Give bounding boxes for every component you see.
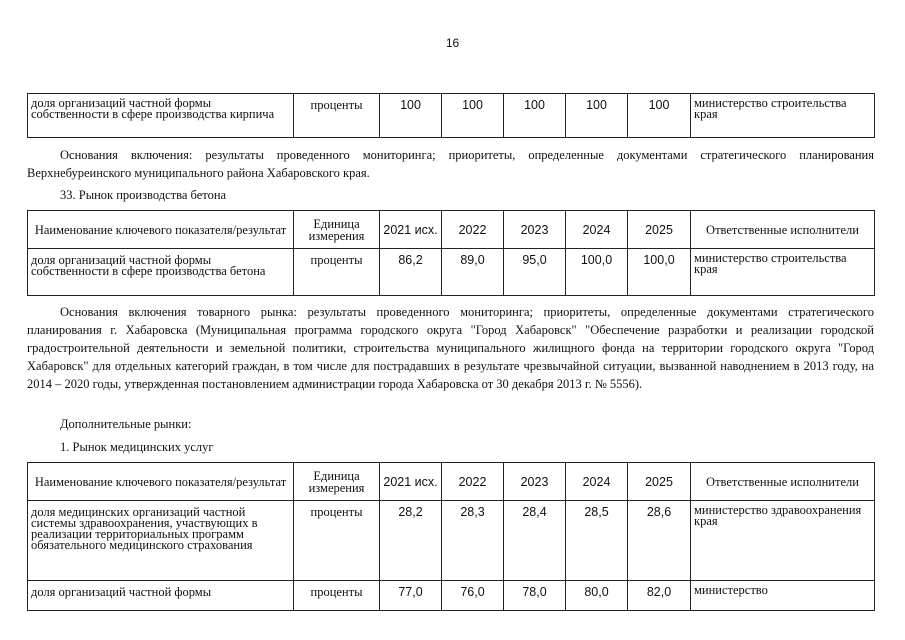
unit-cell: проценты (294, 581, 380, 611)
basis-paragraph: Основания включения товарного рынка: результаты проведенного мониторинга; приоритеты, определенные документами стратегического планирования г. Хабаровска (Муниципальная программа городского округа "Город Хабаровск" "Обеспечение разработки и реализации городской градостроительной деятельности и земельной политики, строительства муниципального жилищного фонда на территории городского округа "Город Хабаровск" для отдельных категорий граждан, в том числе для пострадавших в результате чрезвычайной ситуации, вызванной наводнением в 2013 году, на 2014 – 2020 годы, утвержденная постановлением администрации города Хабаровска от 30 декабря 2013 г. № 5556). (27, 305, 874, 391)
header-2024: 2024 (566, 463, 628, 501)
value-2022: 100 (442, 94, 504, 138)
header-indicator-name: Наименование ключевого показателя/результат (28, 463, 294, 501)
responsible-cell: министерство (691, 581, 875, 611)
responsible-cell: министерство здравоохранения края (691, 501, 875, 581)
header-responsible: Ответственные исполнители (691, 463, 875, 501)
value-2024: 100,0 (566, 249, 628, 296)
unit-cell: проценты (294, 501, 380, 581)
header-2022: 2022 (442, 211, 504, 249)
header-2021: 2021 исх. (380, 211, 442, 249)
indicator-name: доля организаций частной формы собственности в сфере производства бетона (28, 249, 294, 296)
table-row (28, 581, 875, 611)
unit-cell: проценты (294, 249, 380, 296)
section-title: 1. Рынок медицинских услуг (60, 440, 214, 454)
value-2021: 28,2 (380, 501, 442, 581)
value-2022: 76,0 (442, 581, 504, 611)
value-2025: 82,0 (628, 581, 691, 611)
value-2022: 89,0 (442, 249, 504, 296)
header-2021: 2021 исх. (380, 463, 442, 501)
indicator-name: доля организаций частной формы (28, 581, 294, 611)
header-2025: 2025 (628, 211, 691, 249)
concrete-indicator-table (27, 210, 875, 296)
header-2025: 2025 (628, 463, 691, 501)
header-2022: 2022 (442, 463, 504, 501)
value-2021: 77,0 (380, 581, 442, 611)
header-unit: Единица измерения (294, 463, 380, 501)
additional-markets-heading: Дополнительные рынки: (60, 417, 192, 431)
header-unit: Единица измерения (294, 211, 380, 249)
responsible-cell: министерство строительства края (691, 94, 875, 138)
value-2021: 86,2 (380, 249, 442, 296)
medical-indicator-table (27, 462, 875, 611)
header-2024: 2024 (566, 211, 628, 249)
header-2023: 2023 (504, 463, 566, 501)
basis-paragraph: Основания включения: результаты проведенного мониторинга; приоритеты, определенные документами стратегического планирования Верхнебуреинского муниципального района Хабаровского края. (27, 148, 874, 180)
table-row (28, 94, 875, 138)
indicator-name: доля медицинских организаций частной системы здравоохранения, участвующих в реализации территориальных программ обязательного медицинского страхования (28, 501, 294, 581)
table-header-row (28, 211, 875, 249)
value-2024: 100 (566, 94, 628, 138)
header-2023: 2023 (504, 211, 566, 249)
value-2024: 28,5 (566, 501, 628, 581)
page-number: 16 (445, 36, 460, 50)
value-2025: 100,0 (628, 249, 691, 296)
table-header-row (28, 463, 875, 501)
header-indicator-name: Наименование ключевого показателя/результат (28, 211, 294, 249)
value-2023: 28,4 (504, 501, 566, 581)
brick-indicator-table (27, 93, 875, 138)
value-2025: 100 (628, 94, 691, 138)
value-2023: 95,0 (504, 249, 566, 296)
value-2024: 80,0 (566, 581, 628, 611)
indicator-name: доля организаций частной формы собственности в сфере производства кирпича (28, 94, 294, 138)
header-responsible: Ответственные исполнители (691, 211, 875, 249)
value-2023: 100 (504, 94, 566, 138)
value-2023: 78,0 (504, 581, 566, 611)
value-2022: 28,3 (442, 501, 504, 581)
table-row (28, 501, 875, 581)
value-2025: 28,6 (628, 501, 691, 581)
responsible-cell: министерство строительства края (691, 249, 875, 296)
value-2021: 100 (380, 94, 442, 138)
table-row (28, 249, 875, 296)
unit-cell: проценты (294, 94, 380, 138)
section-title: 33. Рынок производства бетона (60, 188, 227, 202)
